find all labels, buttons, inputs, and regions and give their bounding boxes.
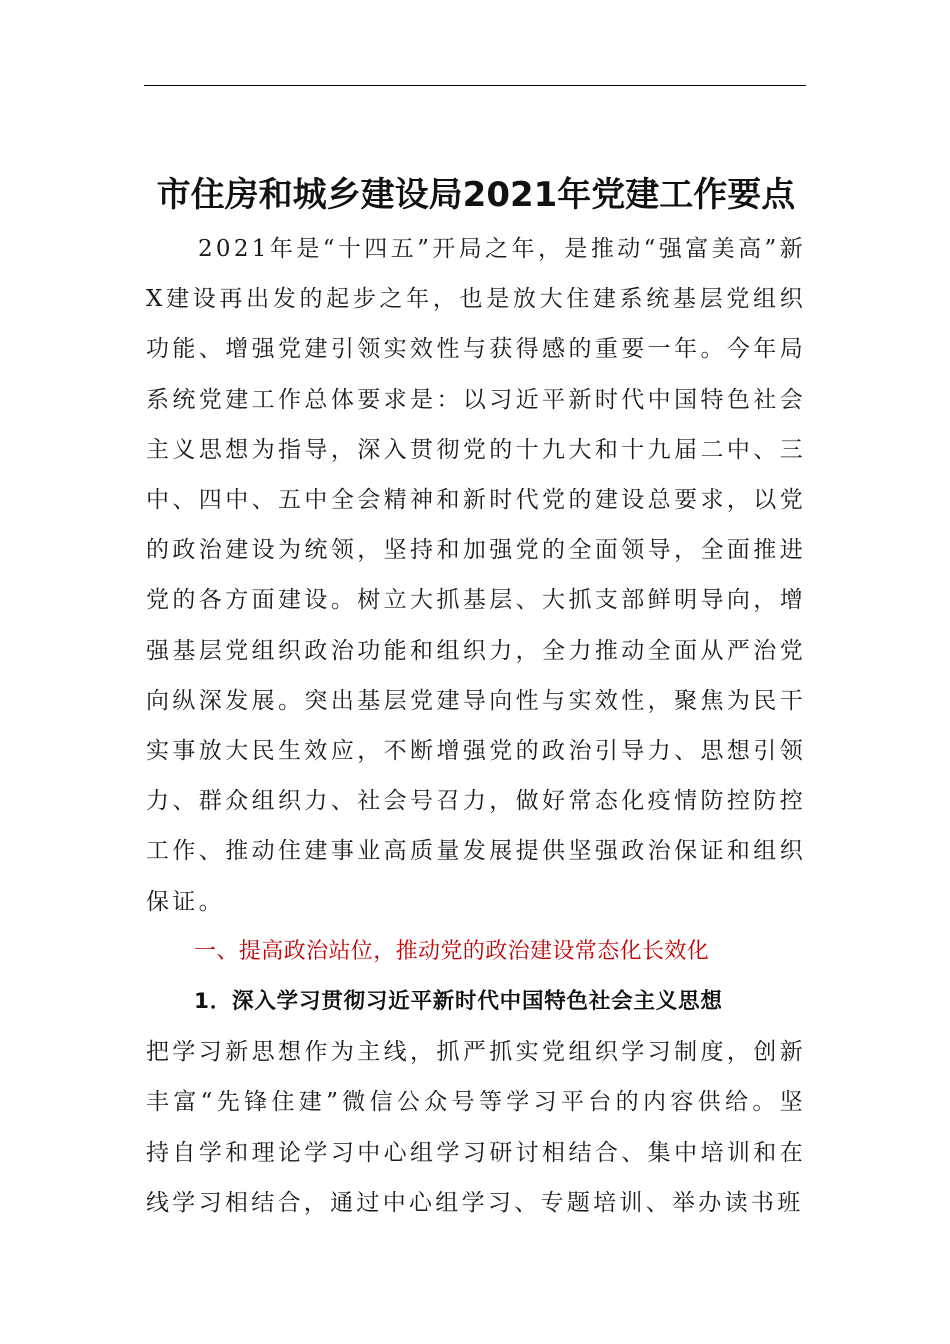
document-body (146, 224, 806, 1228)
document-title: 市住房和城乡建设局2021年党建工作要点 (156, 174, 796, 215)
subsection-1-paragraph: 把学习新思想作为主线，抓严抓实党组织学习制度，创新丰富“先锋住建”微信公众号等学习平台的内容供给。坚持自学和理论学习中心组学习研讨相结合、集中培训和在线学习相结合，通过中心组学习、专题培训、举办读书班 (146, 1039, 806, 1216)
header-rule (144, 85, 806, 86)
intro-paragraph: 2021年是“十四五”开局之年，是推动“强富美高”新X建设再出发的起步之年，也是放大住建系统基层党组织功能、增强党建引领实效性与获得感的重要一年。今年局系统党建工作总体要求是：以习近平新时代中国特色社会主义思想为指导，深入贯彻党的十九大和十九届二中、三中、四中、五中全会精神和新时代党的建设总要求，以党的政治建设为统领，坚持和加强党的全面领导，全面推进党的各方面建设。树立大抓基层、大抓支部鲜明导向，增强基层党组织政治功能和组织力，全力推动全面从严治党向纵深发展。突出基层党建导向性与实效性，聚焦为民干实事放大民生效应，不断增强党的政治引导力、思想引领力、群众组织力、社会号召力，做好常态化疫情防控防控工作、推动住建事业高质量发展提供坚强政治保证和组织保证。 (146, 236, 806, 915)
subsection-heading-1: 1．深入学习贯彻习近平新时代中国特色社会主义思想 (194, 989, 723, 1015)
section-heading-1: 一、提高政治站位，推动党的政治建设常态化长效化 (194, 938, 710, 964)
